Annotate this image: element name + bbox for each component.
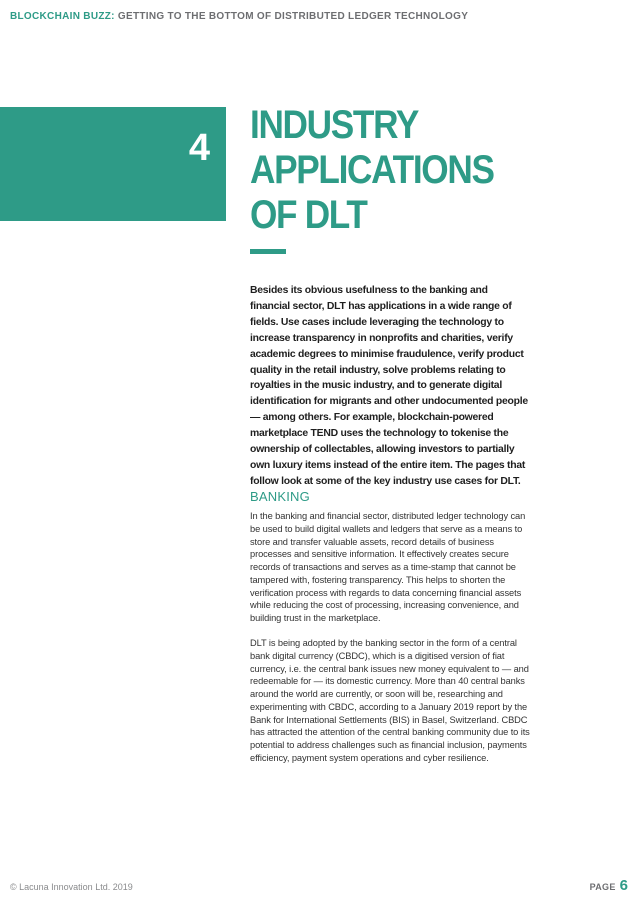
- page-number: 6: [619, 877, 628, 894]
- chapter-number: 4: [188, 127, 210, 169]
- intro-paragraph: Besides its obvious usefulness to the banking and financial sector, DLT has applications in a wide range of fields. Use cases include leveraging the technology to increase transparency in nonprofits and charities, verify academic degrees to minimise fraudulence, verify product quality in the retail industry, solve problems relating to royalties in the music industry, and to generate digital identification for migrants and other undocumented people — among others. For example, blockchain-powered marketplace TEND uses the technology to tokenise the ownership of collectables, allowing investors to partially own luxury items instead of the entire item. The pages that follow look at some of the key industry use cases for DLT.: [250, 285, 528, 487]
- section-heading-banking: BANKING: [250, 489, 310, 504]
- chapter-number-band: [0, 107, 226, 221]
- chapter-title-line: APPLICATIONS: [250, 148, 494, 192]
- running-header: [10, 11, 468, 22]
- body-paragraph: In the banking and financial sector, distributed ledger technology can be used to build digital wallets and ledgers that serve as a means to store and transfer valuable assets, record details of business processes and sensitive information. It effectively creates secure records of transactions and serves as a time-stamp that cannot be tampered with, fostering transparency. This helps to shorten the verification process with regards to data concerning financial assets while reducing the cost of processing, increasing convenience, and building trust in the marketplace.: [250, 511, 526, 623]
- chapter-title-line: OF DLT: [250, 193, 367, 237]
- chapter-title: [250, 103, 494, 238]
- copyright-notice: © Lacuna Innovation Ltd. 2019: [10, 882, 133, 892]
- chapter-title-line: INDUSTRY: [250, 103, 419, 147]
- body-paragraph: DLT is being adopted by the banking sector in the form of a central bank digital currency (CBDC), which is a digitised version of fiat currency, i.e. the central bank issues new money equivalent to — and redeemable for — its domestic currency. More than 40 central banks around the world are currently, or soon will be, researching and experimenting with CBDC, according to a January 2019 report by the Bank for International Settlements (BIS) in Basel, Switzerland. CBDC has attracted the attention of the central banking community due to its potential to address challenges such as financial inclusion, payments efficiency, payment system operations and cyber resilience.: [250, 638, 530, 763]
- header-series: BLOCKCHAIN BUZZ:: [10, 11, 115, 22]
- header-subtitle: GETTING TO THE BOTTOM OF DISTRIBUTED LEDGER TECHNOLOGY: [117, 11, 469, 22]
- page-label: PAGE: [589, 882, 616, 892]
- page-indicator: [590, 877, 628, 895]
- title-divider: [250, 249, 286, 254]
